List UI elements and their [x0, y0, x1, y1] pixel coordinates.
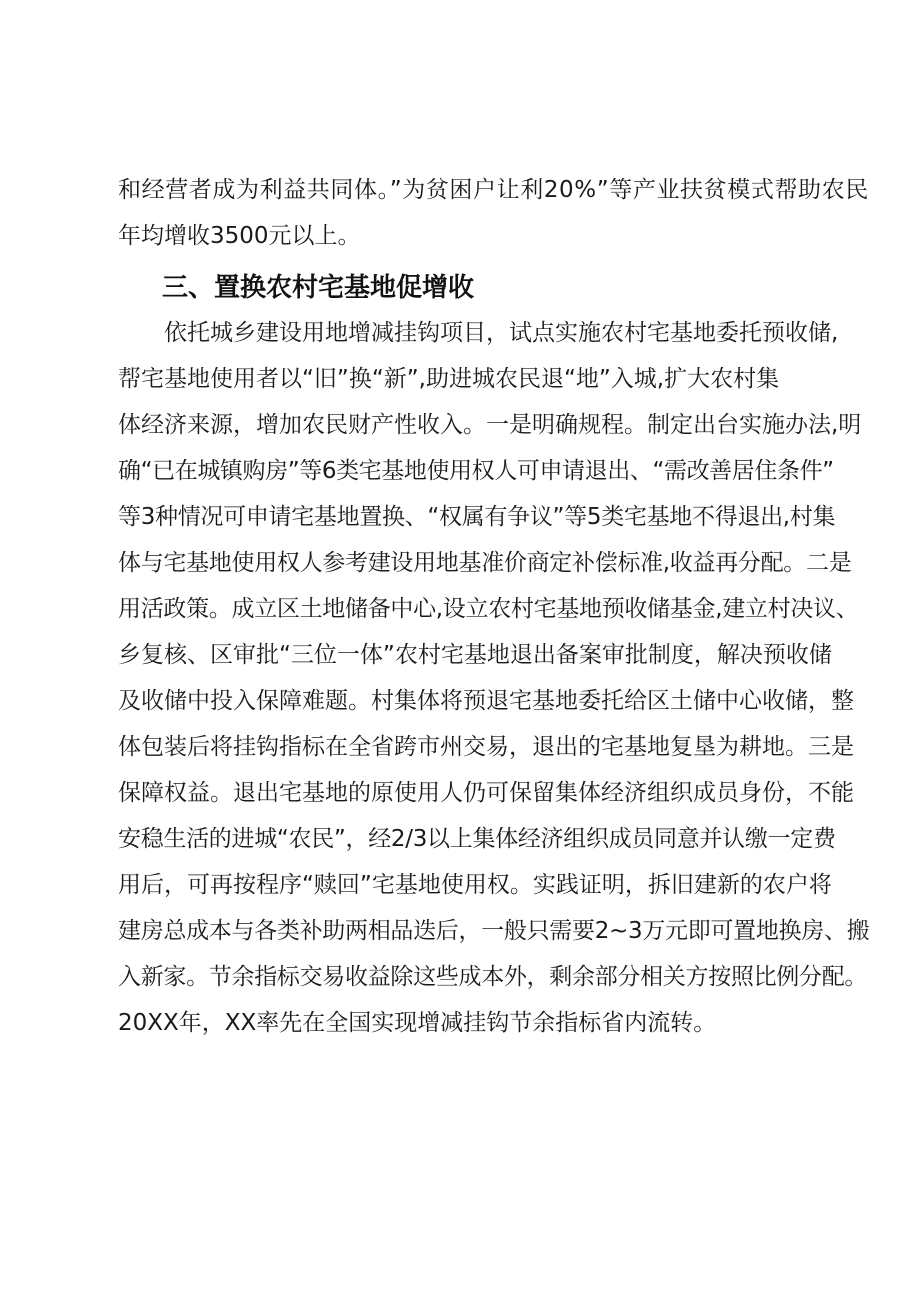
- line-text: 保障权益。退出宅基地的原使用人仍可保留集体经济组织成员身份，不能: [118, 780, 854, 806]
- paragraph-line: [0, 724, 920, 770]
- line-text: 体包装后将挂钩指标在全省跨市州交易，退出的宅基地复垦为耕地。三是: [118, 734, 854, 760]
- line-text: 体经济来源，增加农民财产性收入。一是明确规程。制定出台实施办法,明: [118, 412, 862, 438]
- line-text: 用后，可再按程序“赎回”宅基地使用权。实践证明，拆旧建新的农户将: [118, 872, 832, 898]
- line-text: 和经营者成为利益共同体。”为贫困户让利20%”等产业扶贫模式帮助农民: [118, 177, 869, 203]
- paragraph-line: [0, 167, 920, 213]
- line-text: 等3种情况可申请宅基地置换、“权属有争议”等5类宅基地不得退出,村集: [118, 504, 836, 530]
- section-heading-text: 三、置换农村宅基地促增收: [162, 273, 475, 303]
- line-text: 建房总成本与各类补助两相品迭后，一般只需要2~3万元即可置地换房、搬: [118, 918, 870, 944]
- line-text: 年均增收3500元以上。: [118, 223, 361, 249]
- paragraph-line: [0, 356, 920, 402]
- line-text: 确“已在城镇购房”等6类宅基地使用权人可申请退出、“需改善居住条件”: [118, 458, 834, 484]
- paragraph-line: [0, 632, 920, 678]
- paragraph-line: [0, 213, 920, 259]
- line-text: 帮宅基地使用者以“旧”换“新”,助进城农民退“地”入城,扩大农村集: [118, 366, 780, 392]
- paragraph-line: [0, 816, 920, 862]
- paragraph-line: [0, 310, 920, 356]
- paragraph-line: [0, 678, 920, 724]
- line-text: 体与宅基地使用权人参考建设用地基准价商定补偿标准,收益再分配。二是: [118, 550, 852, 576]
- paragraph-line: [0, 954, 920, 1000]
- line-text: 及收储中投入保障难题。村集体将预退宅基地委托给区土储中心收储，整: [118, 688, 854, 714]
- section-heading: [0, 268, 920, 308]
- paragraph-line: [0, 862, 920, 908]
- line-text: 依托城乡建设用地增减挂钩项目，试点实施农村宅基地委托预收储,: [164, 320, 839, 346]
- paragraph-line: [0, 1000, 920, 1046]
- line-text: 入新家。节余指标交易收益除这些成本外，剩余部分相关方按照比例分配。: [118, 964, 868, 990]
- paragraph-line: [0, 402, 920, 448]
- paragraph-line: [0, 908, 920, 954]
- paragraph-line: [0, 494, 920, 540]
- line-text: 用活政策。成立区土地储备中心,设立农村宅基地预收储基金,建立村决议、: [118, 596, 859, 622]
- line-text: 20XX年，XX率先在全国实现增减挂钩节余指标省内流转。: [118, 1010, 717, 1036]
- line-text: 安稳生活的进城“农民”，经2/3以上集体经济组织成员同意并认缴一定费: [118, 826, 836, 852]
- paragraph-line: [0, 586, 920, 632]
- line-text: 乡复核、区审批“三位一体”农村宅基地退出备案审批制度，解决预收储: [118, 642, 832, 668]
- paragraph-line: [0, 448, 920, 494]
- paragraph-line: [0, 770, 920, 816]
- paragraph-line: [0, 540, 920, 586]
